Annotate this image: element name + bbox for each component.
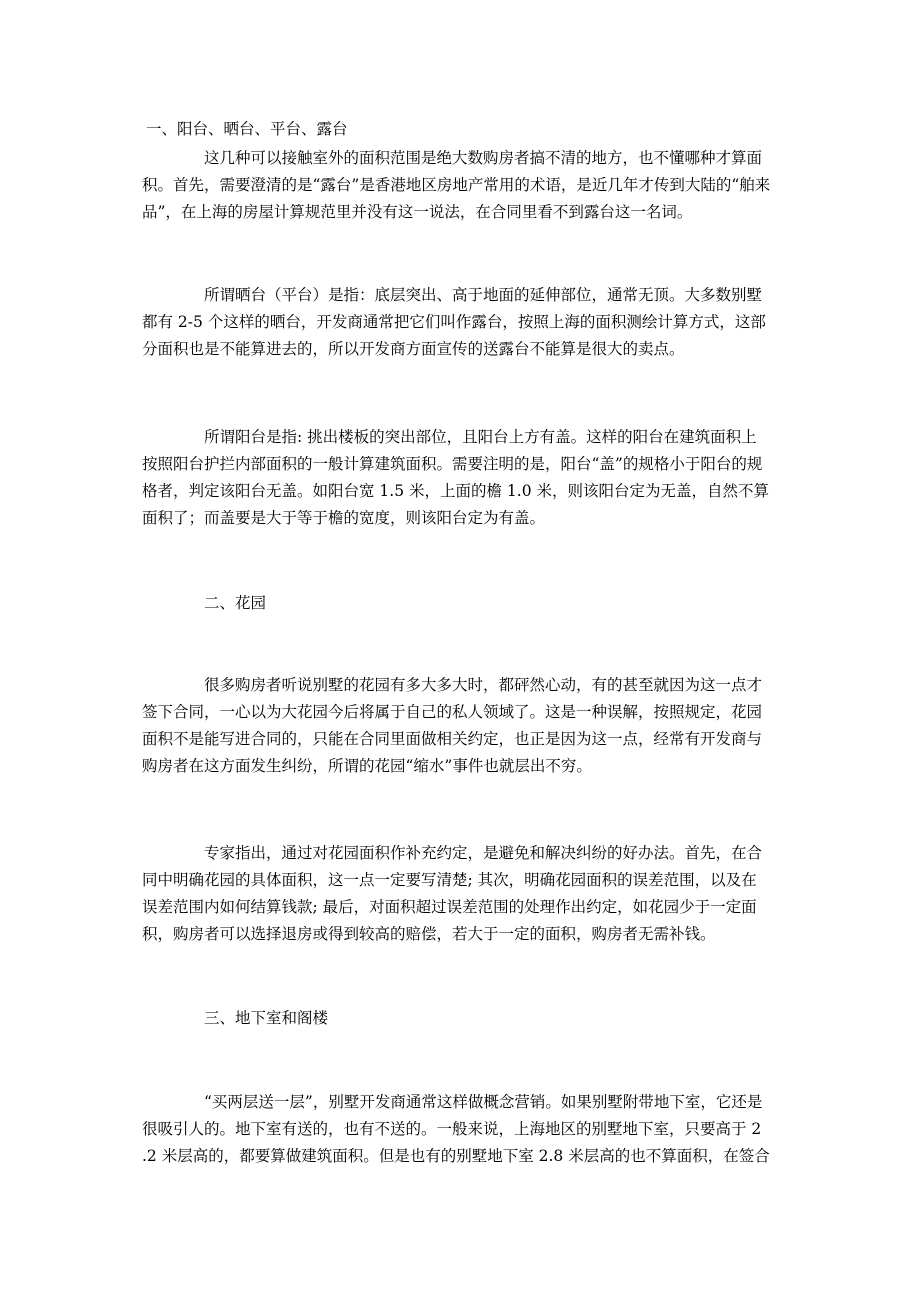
section-3-heading: 三、地下室和阁楼 — [204, 1009, 329, 1027]
text-line: “买两层送一层”，别墅开发商通常这样做概念营销。如果别墅附带地下室，它还是 — [204, 1093, 763, 1111]
text-line: 格者，判定该阳台无盖。如阳台宽 1.5 米，上面的檐 1.0 米，则该阳台定为无盖，自然不算 — [142, 482, 770, 500]
section-3-paragraph-1 — [142, 1089, 782, 1170]
text-line: 品”，在上海的房屋计算规范里并没有这一说法，在合同里看不到露台这一名词。 — [142, 203, 693, 221]
text-line: 这几种可以接触室外的面积范围是绝大数购房者搞不清的地方，也不懂哪种才算面 — [204, 149, 763, 167]
section-1-paragraph-1 — [142, 145, 782, 226]
text-line: 面积不是能写进合同的，只能在合同里面做相关约定，也正是因为这一点，经常有开发商与 — [142, 730, 763, 748]
text-line: 同中明确花园的具体面积，这一点一定要写清楚; 其次，明确花园面积的误差范围，以及在 — [142, 871, 757, 889]
text-line: 面积了；而盖要是大于等于檐的宽度，则该阳台定为有盖。 — [142, 509, 546, 527]
text-line: 很多购房者听说别墅的花园有多大多大时，都砰然心动，有的甚至就因为这一点才 — [204, 676, 763, 694]
text-line: 很吸引人的。地下室有送的，也有不送的。一般来说，上海地区的别墅地下室，只要高于 2 — [142, 1120, 762, 1138]
text-line: 积，购房者可以选择退房或得到较高的赔偿，若大于一定的面积，购房者无需补钱。 — [142, 925, 716, 943]
text-line: 所谓阳台是指: 挑出楼板的突出部位，且阳台上方有盖。这样的阳台在建筑面积上 — [204, 428, 757, 446]
text-line: 都有 2-5 个这样的晒台，开发商通常把它们叫作露台，按照上海的面积测绘计算方式，这部 — [142, 313, 766, 331]
section-2-heading: 二、花园 — [204, 594, 267, 612]
text-line: 购房者在这方面发生纠纷，所谓的花园“缩水”事件也就层出不穷。 — [142, 757, 592, 775]
text-line: 所谓晒台（平台）是指：底层突出、高于地面的延伸部位，通常无顶。大多数别墅 — [204, 286, 763, 304]
section-1-paragraph-2 — [142, 282, 782, 363]
section-2-paragraph-1 — [142, 672, 782, 780]
text-line: 积。首先，需要澄清的是“露台”是香港地区房地产常用的术语，是近几年才传到大陆的“舶来 — [142, 176, 771, 194]
text-line: .2 米层高的，都要算做建筑面积。但是也有的别墅地下室 2.8 米层高的也不算面积，在签合 — [142, 1147, 770, 1165]
text-line: 分面积也是不能算进去的，所以开发商方面宣传的送露台不能算是很大的卖点。 — [142, 340, 685, 358]
section-2-paragraph-2 — [142, 840, 782, 948]
text-line: 签下合同，一心以为大花园今后将属于自己的私人领域了。这是一种误解，按照规定，花园 — [142, 703, 763, 721]
text-line: 误差范围内如何结算钱款; 最后，对面积超过误差范围的处理作出约定，如花园少于一定面 — [142, 898, 757, 916]
section-1-heading: 一、阳台、晒台、平台、露台 — [146, 120, 348, 138]
text-line: 专家指出，通过对花园面积作补充约定，是避免和解决纠纷的好办法。首先，在合 — [204, 844, 763, 862]
text-line: 按照阳台护拦内部面积的一般计算建筑面积。需要注明的是，阳台“盖”的规格小于阳台的规 — [142, 455, 763, 473]
section-1-paragraph-3 — [142, 424, 782, 532]
